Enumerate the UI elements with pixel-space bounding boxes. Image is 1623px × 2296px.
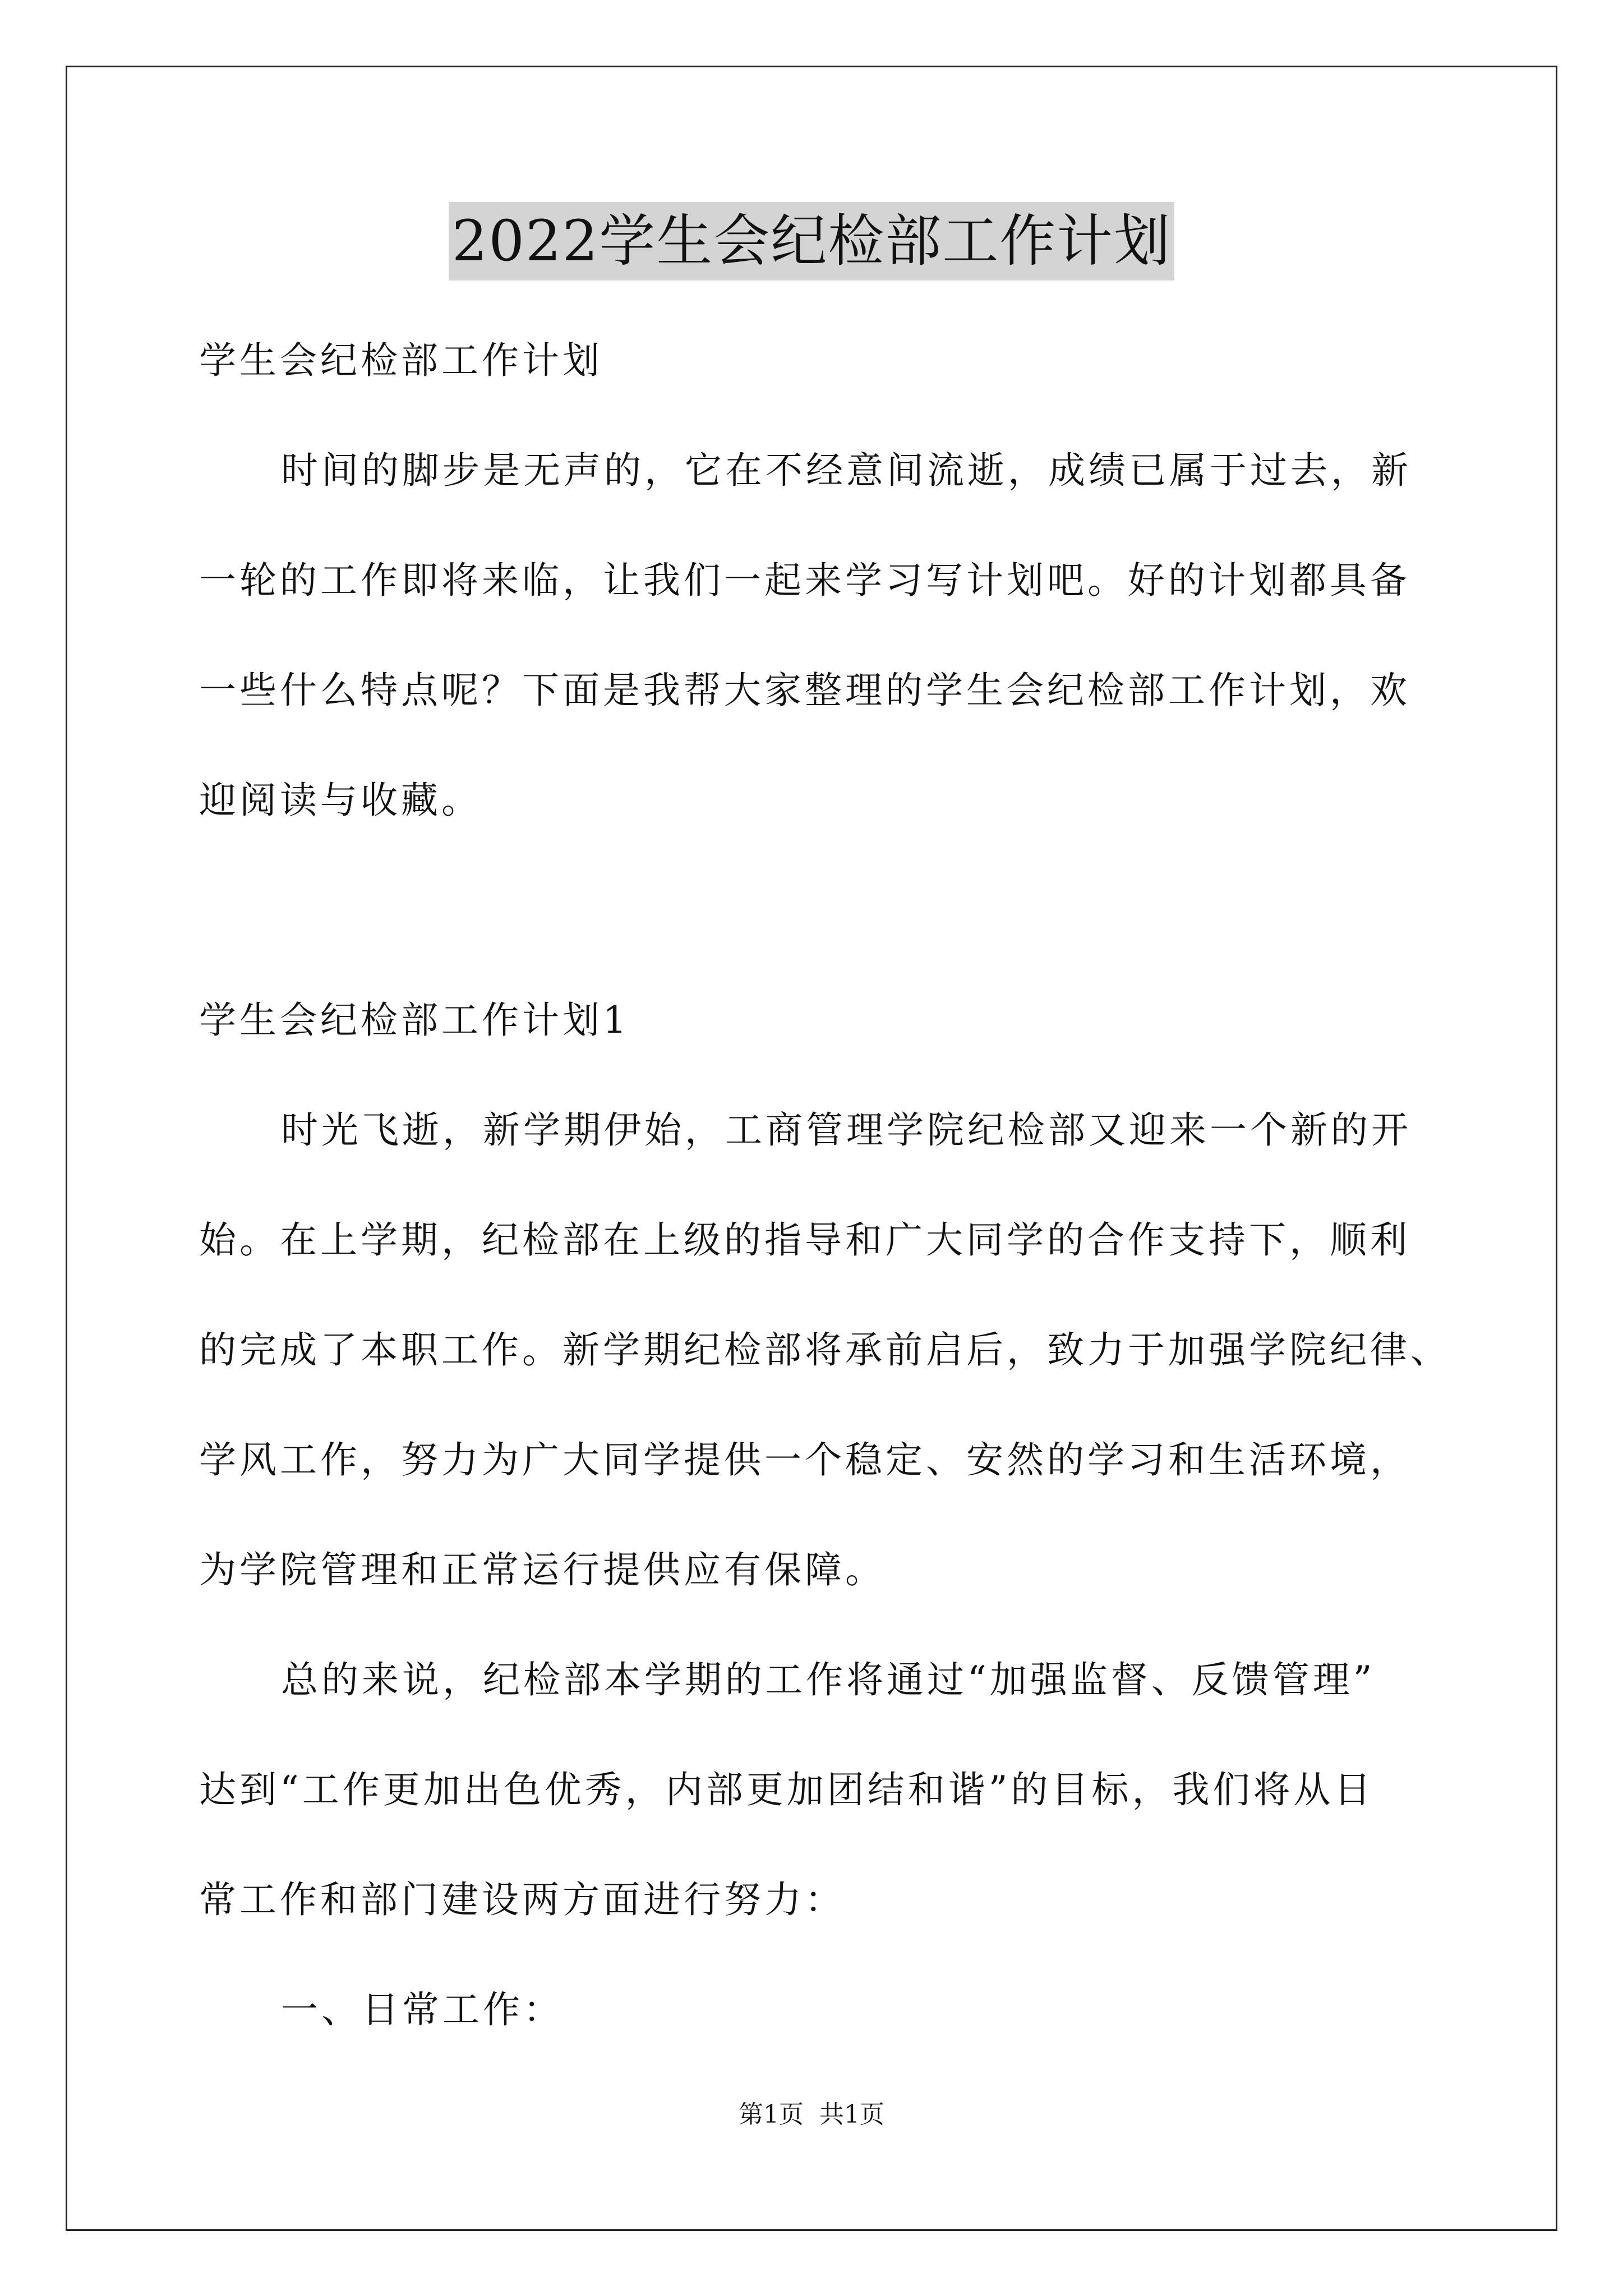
intro-line: 一轮的工作即将来临，让我们一起来学习写计划吧。好的计划都具备 (199, 559, 1410, 602)
paragraph-line: 为学院管理和正常运行提供应有保障。 (199, 1548, 886, 1591)
paragraph-line: 总的来说，纪检部本学期的工作将通过“加强监督、反馈管理” (281, 1658, 1376, 1701)
paragraph-line: 时光飞逝，新学期伊始，工商管理学院纪检部又迎来一个新的开 (281, 1108, 1412, 1152)
blank-line (199, 855, 1433, 965)
paragraph-line: 达到“工作更加出色优秀，内部更加团结和谐”的目标，我们将从日 (199, 1768, 1375, 1811)
document-title: 2022学生会纪检部工作计划 (449, 202, 1175, 280)
paragraph-line: 常工作和部门建设两方面进行努力： (199, 1878, 845, 1921)
section-heading: 学生会纪检部工作计划1 (199, 999, 630, 1042)
document-body (199, 306, 1451, 2065)
page-footer (0, 2098, 1623, 2132)
page-total: 共1页 (819, 2100, 884, 2129)
subtitle: 学生会纪检部工作计划 (199, 339, 603, 382)
intro-line: 迎阅读与收藏。 (199, 779, 482, 822)
list-item-heading: 一、日常工作： (281, 1988, 564, 2031)
intro-line: 时间的脚步是无声的，它在不经意间流逝，成绩已属于过去，新 (281, 449, 1412, 492)
paragraph-line: 学风工作，努力为广大同学提供一个稳定、安然的学习和生活环境， (199, 1438, 1410, 1481)
paragraph-line: 始。在上学期，纪检部在上级的指导和广大同学的合作支持下，顺利 (199, 1218, 1410, 1262)
intro-line: 一些什么特点呢？下面是我帮大家整理的学生会纪检部工作计划，欢 (199, 669, 1410, 712)
page-number: 第1页 (739, 2100, 804, 2129)
paragraph-line: 的完成了本职工作。新学期纪检部将承前启后，致力于加强学院纪律、 (199, 1328, 1451, 1372)
title-container (0, 202, 1623, 280)
